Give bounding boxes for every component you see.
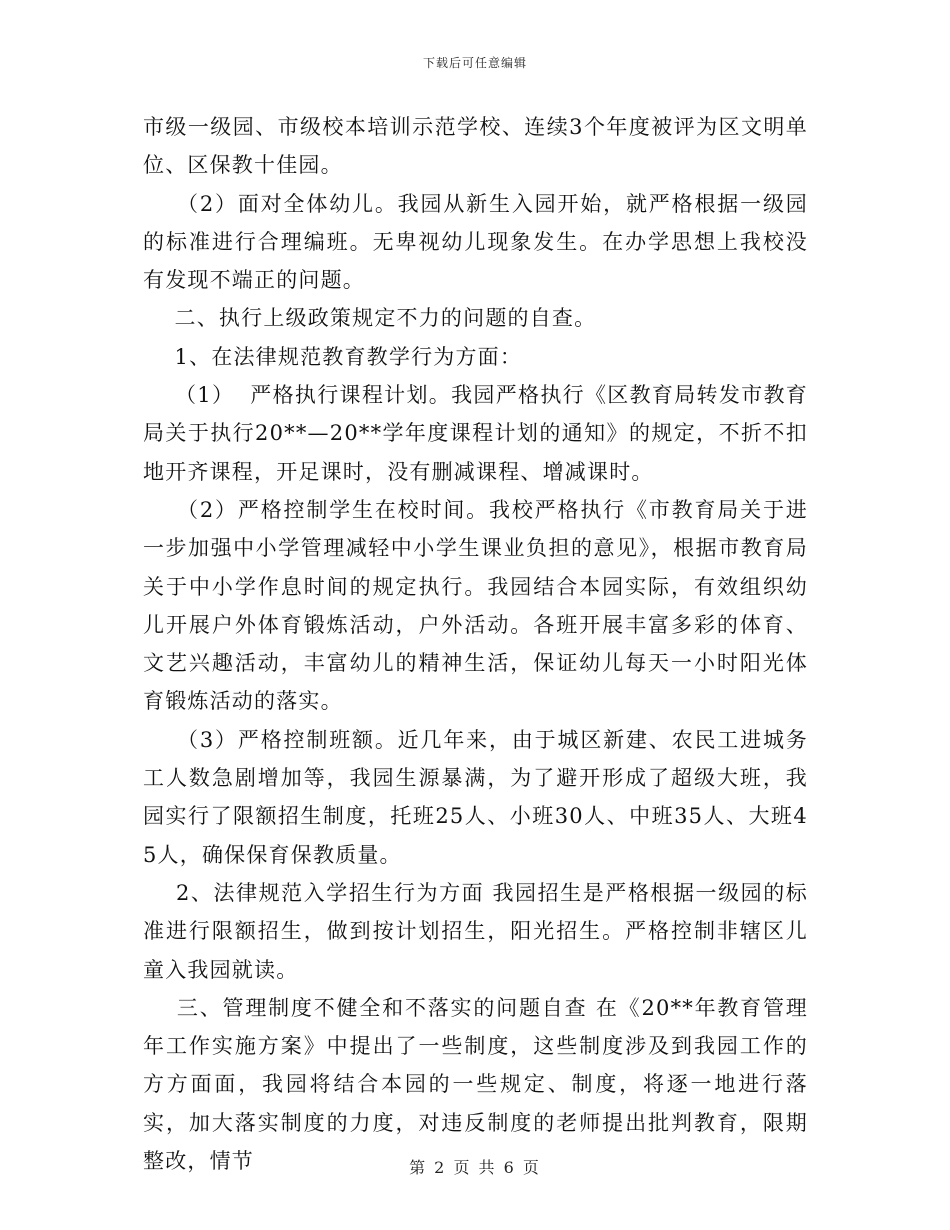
paragraph-7: （3）严格控制班额。近几年来，由于城区新建、农民工进城务工人数急剧增加等，我园生源暴满，为了避开形成了超级大班，我园实行了限额招生制度，托班25人、小班30人、中班35人、大班45人，确保保育保教质量。 <box>143 727 808 867</box>
paragraph-9: 三、管理制度不健全和不落实的问题自查 在《20**年教育管理年工作实施方案》中提出了一些制度，这些制度涉及到我园工作的方方面面，我园将结合本园的一些规定、制度，将逐一地进行落实，加大落实制度的力度，对违反制度的老师提出批判教育，限期整改，情节 <box>143 995 808 1174</box>
paragraph-5: （1） 严格执行课程计划。我园严格执行《区教育局转发市教育局关于执行20**—20**学年度课程计划的通知》的规定，不折不扣地开齐课程，开足课时，没有删减课程、增减课时。 <box>143 383 808 484</box>
paragraph-4: 1、在法律规范教育教学行为方面： <box>143 344 523 369</box>
paragraph-6: （2）严格控制学生在校时间。我校严格执行《市教育局关于进一步加强中小学管理减轻中小学生课业负担的意见》，根据市教育局关于中小学作息时间的规定执行。我园结合本园实际，有效组织幼儿开展户外体育锻炼活动，户外活动。各班开展丰富多彩的体育、文艺兴趣活动，丰富幼儿的精神生活，保证幼儿每天一小时阳光体育锻炼活动的落实。 <box>143 497 808 714</box>
page-header: 下载后可任意编辑 <box>422 56 527 70</box>
page-footer: 第 2 页 共 6 页 <box>409 1158 541 1177</box>
paragraph-1: 市级一级园、市级校本培训示范学校、连续3个年度被评为区文明单位、区保教十佳园。 <box>143 115 808 178</box>
paragraph-3: 二、执行上级政策规定不力的问题的自查。 <box>143 306 597 331</box>
paragraph-2: （2）面对全体幼儿。我园从新生入园开始，就严格根据一级园的标准进行合理编班。无卑视幼儿现象发生。在办学思想上我校没有发现不端正的问题。 <box>143 191 808 293</box>
paragraph-8: 2、法律规范入学招生行为方面 我园招生是严格根据一级园的标准进行限额招生，做到按计划招生，阳光招生。严格控制非辖区儿童入我园就读。 <box>143 880 808 982</box>
document-body <box>143 108 808 1180</box>
